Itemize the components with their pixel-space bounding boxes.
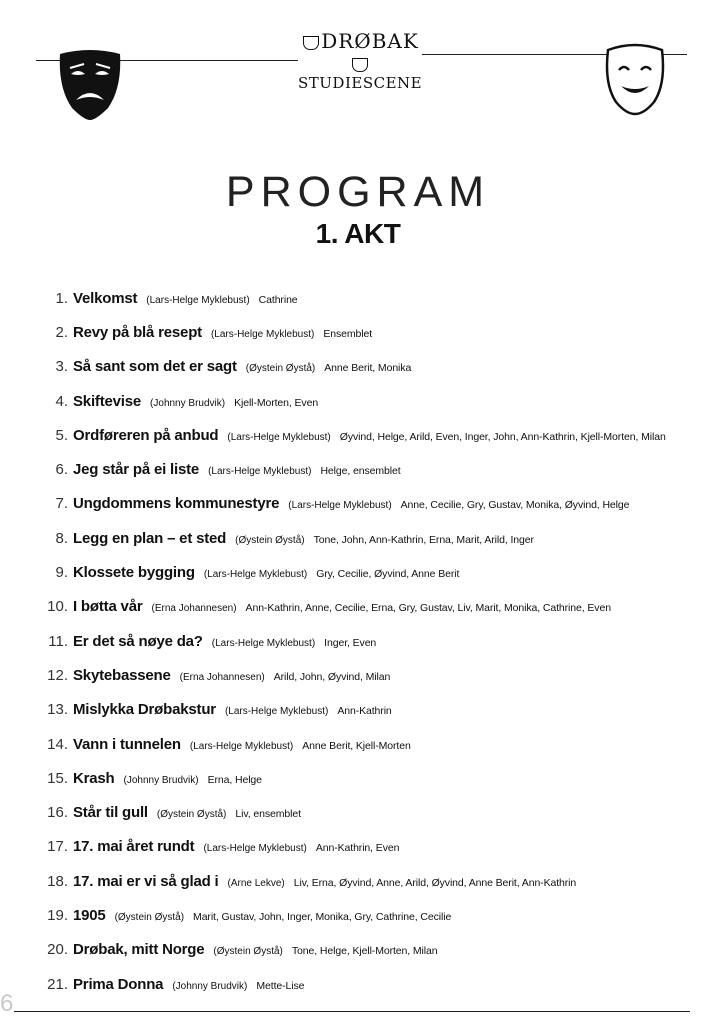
program-item bbox=[0, 418, 716, 452]
item-title: Ungdommens kommunestyre bbox=[73, 495, 280, 513]
item-performers: Erna, Helge bbox=[207, 773, 262, 786]
item-performers: Inger, Even bbox=[324, 636, 377, 649]
item-number: 5. bbox=[55, 426, 68, 444]
item-author: (Øystein Øystå) bbox=[213, 946, 283, 958]
item-author: (Arne Lekve) bbox=[227, 877, 285, 889]
item-author: (Øystein Øystå) bbox=[114, 911, 185, 923]
program-item bbox=[0, 521, 716, 555]
program-item bbox=[0, 350, 716, 384]
item-performers: Ensemblet bbox=[323, 327, 373, 340]
item-number: 11. bbox=[48, 632, 68, 650]
logo-line1: DRØBAK bbox=[321, 29, 419, 53]
item-title: Krash bbox=[73, 769, 115, 787]
program-item bbox=[0, 281, 716, 315]
item-author: (Johnny Brudvik) bbox=[123, 774, 199, 786]
item-number: 15. bbox=[47, 769, 68, 787]
program-list bbox=[0, 281, 716, 1001]
item-performers: Tone, Helge, Kjell-Morten, Milan bbox=[291, 945, 438, 958]
program-item bbox=[0, 315, 716, 349]
item-performers: Tone, John, Ann-Kathrin, Erna, Marit, Arild, Inger bbox=[313, 533, 534, 546]
item-author: (Johnny Brudvik) bbox=[150, 397, 226, 409]
logo-line2: STUDIESCENE bbox=[298, 74, 423, 92]
item-number: 10. bbox=[47, 598, 68, 616]
item-number: 14. bbox=[47, 735, 68, 753]
program-item bbox=[0, 864, 716, 898]
item-performers: Anne Berit, Monika bbox=[324, 362, 412, 375]
item-title: Står til gull bbox=[73, 804, 148, 822]
item-author: (Øystein Øystå) bbox=[245, 363, 316, 375]
program-item bbox=[0, 795, 716, 829]
program-item bbox=[0, 487, 716, 521]
item-title: Legg en plan – et sted bbox=[73, 529, 227, 547]
item-title: Vann i tunnelen bbox=[73, 735, 181, 753]
item-performers: Arild, John, Øyvind, Milan bbox=[273, 670, 391, 683]
program-item bbox=[0, 898, 716, 932]
item-author: (Lars-Helge Myklebust) bbox=[211, 637, 316, 649]
item-number: 13. bbox=[47, 701, 68, 719]
item-author: (Lars-Helge Myklebust) bbox=[189, 740, 294, 752]
item-performers: Gry, Cecilie, Øyvind, Anne Berit bbox=[316, 568, 460, 581]
item-author: (Lars-Helge Myklebust) bbox=[210, 328, 315, 340]
item-performers: Øyvind, Helge, Arild, Even, Inger, John, Ann-Kathrin, Kjell-Morten, Milan bbox=[339, 430, 666, 443]
mask-emblem-icon bbox=[303, 36, 319, 50]
item-title: Ordføreren på anbud bbox=[73, 426, 219, 444]
item-performers: Ann-Kathrin bbox=[337, 705, 392, 718]
item-performers: Kjell-Morten, Even bbox=[234, 396, 319, 409]
item-number: 1. bbox=[55, 289, 68, 307]
item-number: 16. bbox=[47, 804, 68, 822]
program-item bbox=[0, 967, 716, 1001]
item-author: (Lars-Helge Myklebust) bbox=[203, 843, 307, 855]
item-performers: Anne Berit, Kjell-Morten bbox=[302, 739, 411, 752]
item-performers: Marit, Gustav, John, Inger, Monika, Gry, Cathrine, Cecilie bbox=[193, 910, 452, 923]
item-title: Revy på blå resept bbox=[73, 323, 202, 341]
item-number: 18. bbox=[47, 872, 68, 890]
tragedy-mask-icon bbox=[56, 48, 124, 120]
program-item bbox=[0, 624, 716, 658]
item-number: 8. bbox=[55, 529, 68, 547]
program-item bbox=[0, 693, 716, 727]
item-number: 21. bbox=[47, 975, 68, 993]
item-title: Jeg står på ei liste bbox=[73, 461, 200, 479]
item-author: (Lars-Helge Myklebust) bbox=[224, 706, 329, 718]
item-title: 17. mai er vi så glad i bbox=[73, 872, 219, 890]
item-performers: Anne, Cecilie, Gry, Gustav, Monika, Øyvind, Helge bbox=[400, 499, 630, 512]
item-performers: Mette-Lise bbox=[256, 979, 305, 992]
item-number: 2. bbox=[55, 323, 68, 341]
program-item bbox=[0, 761, 716, 795]
item-number: 4. bbox=[55, 392, 68, 410]
item-number: 17. bbox=[47, 838, 68, 856]
item-author: (Øystein Øystå) bbox=[156, 809, 227, 821]
item-number: 7. bbox=[55, 495, 68, 513]
comedy-mask-icon bbox=[604, 40, 666, 116]
page-title: PROGRAM bbox=[225, 168, 491, 216]
program-item bbox=[0, 933, 716, 967]
item-number: 6. bbox=[55, 461, 68, 479]
program-item bbox=[0, 555, 716, 589]
item-author: (Lars-Helge Myklebust) bbox=[146, 294, 250, 306]
item-title: Prima Donna bbox=[73, 975, 164, 993]
item-performers: Ann-Kathrin, Anne, Cecilie, Erna, Gry, Gustav, Liv, Marit, Monika, Cathrine, Even bbox=[245, 602, 611, 615]
mask-emblem-icon bbox=[352, 58, 368, 72]
item-author: (Lars-Helge Myklebust) bbox=[203, 569, 308, 581]
page-number: 6 bbox=[0, 990, 14, 1017]
item-title: Velkomst bbox=[73, 289, 138, 307]
item-performers: Liv, ensemblet bbox=[235, 808, 301, 821]
item-title: Skiftevise bbox=[73, 392, 142, 410]
program-item bbox=[0, 590, 716, 624]
item-performers: Cathrine bbox=[258, 293, 298, 306]
item-title: Mislykka Drøbakstur bbox=[73, 701, 216, 719]
item-performers: Liv, Erna, Øyvind, Anne, Arild, Øyvind, Anne Berit, Ann-Kathrin bbox=[293, 876, 577, 889]
item-number: 12. bbox=[47, 666, 68, 684]
item-author: (Lars-Helge Myklebust) bbox=[208, 466, 312, 478]
item-title: 17. mai året rundt bbox=[73, 838, 195, 856]
item-title: Så sant som det er sagt bbox=[73, 358, 237, 376]
logo bbox=[298, 24, 423, 92]
item-number: 20. bbox=[47, 941, 68, 959]
program-item bbox=[0, 384, 716, 418]
item-author: (Erna Johannesen) bbox=[151, 603, 237, 615]
item-title: Drøbak, mitt Norge bbox=[73, 941, 205, 959]
program-item bbox=[0, 830, 716, 864]
item-author: (Erna Johannesen) bbox=[179, 671, 265, 683]
item-title: Er det så nøye da? bbox=[73, 632, 203, 650]
item-author: (Øystein Øystå) bbox=[235, 534, 305, 546]
footer-rule bbox=[14, 1011, 690, 1012]
act-subtitle: 1. AKT bbox=[315, 218, 401, 249]
program-item bbox=[0, 658, 716, 692]
item-title: 1905 bbox=[73, 906, 106, 924]
item-performers: Ann-Kathrin, Even bbox=[315, 842, 400, 855]
item-number: 19. bbox=[47, 906, 68, 924]
item-number: 9. bbox=[55, 564, 68, 582]
item-performers: Helge, ensemblet bbox=[320, 465, 401, 478]
item-author: (Lars-Helge Myklebust) bbox=[227, 431, 331, 443]
program-item bbox=[0, 452, 716, 486]
item-author: (Johnny Brudvik) bbox=[172, 980, 248, 992]
item-title: I bøtta vår bbox=[73, 598, 143, 616]
item-number: 3. bbox=[55, 358, 68, 376]
item-title: Klossete bygging bbox=[73, 564, 195, 582]
item-title: Skytebassene bbox=[73, 666, 171, 684]
item-author: (Lars-Helge Myklebust) bbox=[288, 500, 392, 512]
program-item bbox=[0, 727, 716, 761]
